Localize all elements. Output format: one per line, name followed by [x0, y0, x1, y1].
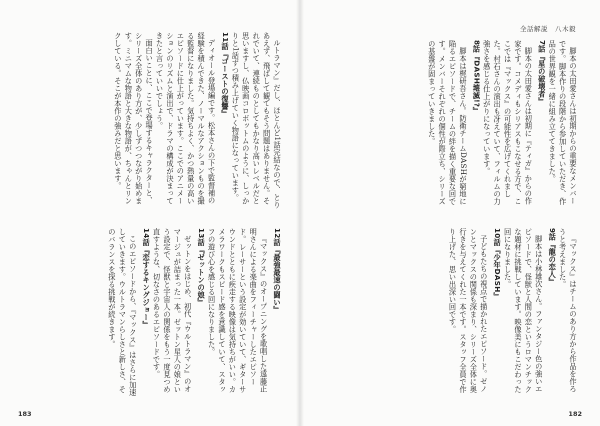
- episode-heading: 8話『DASH壊滅!?』: [472, 40, 482, 115]
- episode-heading: 13話『ゼットンの娘』: [197, 228, 207, 307]
- body-paragraph: ゼットンをはじめ、初代『ウルトラマン』のオマージュが詰まった一本。ゼットン星人の娘という設定で、怪獣と宇宙人の関係をもう一度見つめ直すような、切なさのあるエピソードです。: [152, 228, 193, 393]
- body-paragraph: 面白いことに、ここで登場するキャラクターと、シリーズ全体のあり方が、少しずつつながり始めます。ミニマムな物語と大きな物語が、ちゃんとリンクしている。そこが本作の強みだと思います。: [113, 32, 155, 205]
- left-bottom-text-block: [22, 228, 282, 398]
- body-paragraph: このエピソードから、『マックス』はさらに加速していきます。ウルトラマンらしさと新しさ、そのバランスを探る挑戦が続きます。: [107, 228, 138, 397]
- body-paragraph: 脚本の太田愛さんは初期に『ティガ』からの作家です。コメディもシリアスもこなせる方で、ここでは『マックス』の可能性を広げてくれました。村石さんの演出も冴えていて、フィルムの力強さを感じる仕上がりになっています。: [482, 40, 534, 205]
- body-paragraph: ディオール登場編です。松本さんの下で監督補の経験を積んできた、ノーマルなアクションものを撮る監督になりました。気持ちよく、かつ熱量の高いエピソードに仕上がっています。ここでのアニメーションのリズムと演出で、ドラマの構成が決まってきたと言っていいでしょう。: [155, 32, 217, 205]
- body-paragraph: 子どもたちの視点で描かれたエピソード。ゼノンとマックスの関係も深まり、シリーズ全体に奥行きを与えてくれた一本です。スタッフ全員で作り上げた、思い出深い回です。: [448, 228, 489, 393]
- episode-heading: 12話『最強最速の闘い』: [273, 228, 282, 314]
- episode-heading: 11話『ゴーストの復讐』: [220, 32, 230, 118]
- page-number: 182: [568, 410, 582, 418]
- right-top-text-block: [312, 40, 578, 210]
- episode-heading: 10話『少年DASH』: [493, 228, 503, 301]
- body-paragraph: 脚本は小林雄次さん。ファンタジー色の強いエピソードで、怪獣と人間の恋というロマンチックな題材に挑戦しています。映像美にもこだわった回になりました。: [503, 228, 544, 393]
- right-page: [300, 0, 600, 426]
- body-paragraph: 『マックス』のオープニングを歌唱した遠藤正明さんによる楽曲をフィーチャーしたエピソード。レーサーという設定が効いていて、ギターサウンドとともに疾走する映像は気持ちがいい。カメラワークもスピード感を意識していて、スタッフの遊び心を感じる回になりました。: [207, 228, 269, 393]
- body-paragraph: 脚本は梶研吾さん。防衛チームDASHが窮地に陥るエピソードで、チームの絆を描く重要な回です。メンバーそれぞれの個性が際立ち、シリーズの基盤が固まっていきました。: [427, 40, 468, 206]
- episode-heading: 14話『恋するキングジョー』: [142, 228, 152, 329]
- episode-heading: 9話『龍の恋人』: [548, 228, 558, 286]
- episode-heading: 7話『星の破壊者』: [537, 40, 547, 106]
- running-head: 全話解説 八木毅: [520, 25, 576, 33]
- page-number: 183: [18, 410, 32, 418]
- body-paragraph: 脚本の太田愛さんは初期からの重要なメンバーです。脚本作りの段階から参加していただき、作品の世界観を一緒に組み立ててきました。: [548, 40, 578, 205]
- right-bottom-text-block: [312, 228, 578, 398]
- body-paragraph: ルトラマン』だし、ほとんど1話完結なので、とりあえず、飛ばして観てもそう問題はありません。それでいて、連続ものとしてもかなり高いレベルだと思いますし、仏映画コロボットムのように、しっかりと1話ずつ積み上げていく物語になっています。: [231, 32, 282, 210]
- body-paragraph: 『マックス』はチームのあり方から作品を作ろうと考えました。: [558, 228, 578, 393]
- left-top-text-block: [22, 32, 282, 210]
